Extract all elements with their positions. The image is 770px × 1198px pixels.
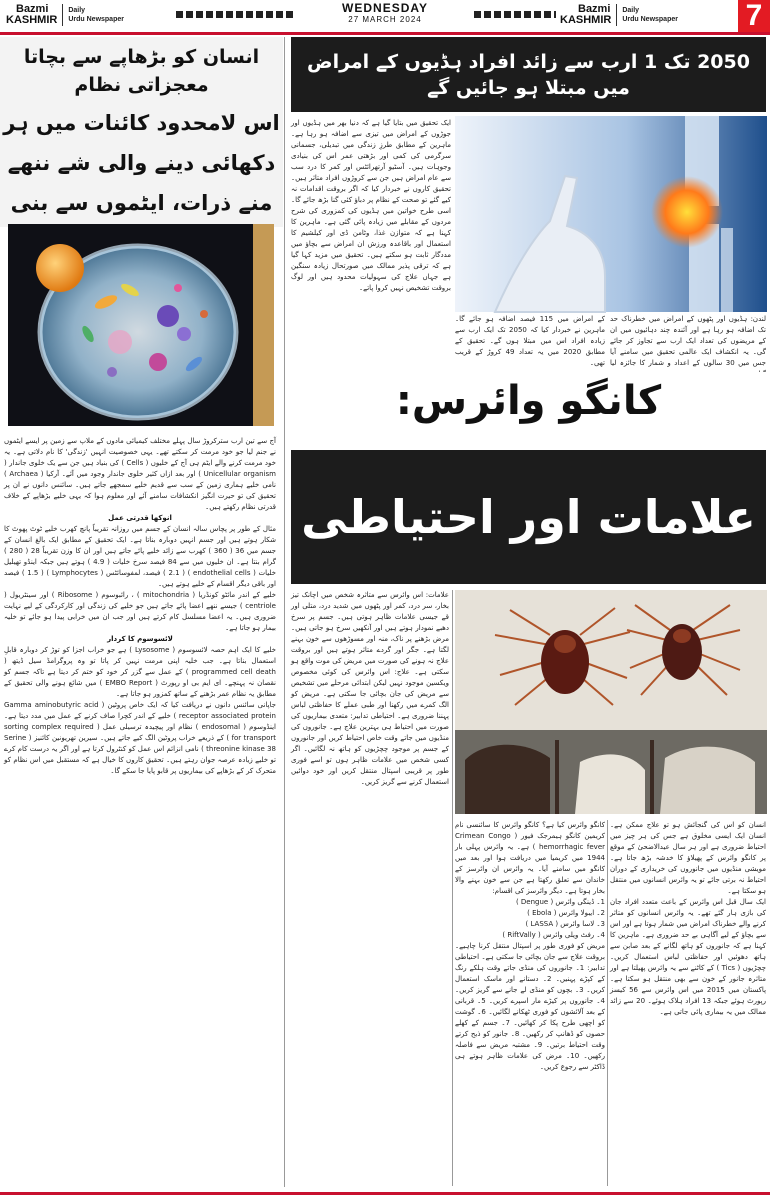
left-article-para4: خلیے کا ایک اہم حصہ لائسوسوم ( Lysosome ) ہے جو خراب اجزا کو توڑ کر دوبارہ قابلِ استعمال بناتا ہے۔ جب خلیہ اپنی مرمت نہیں کر پاتا تو وہ پروگرامڈ سیل ڈیتھ ( programmed cell death ) کے عمل سے گزر کر خود کو ختم کر دیتا ہے تاکہ جسم کو نقصان نہ پہنچے۔ ای ایم بی او رپورٹ ( EMBO Report ) میں شائع ہونے والی تحقیق کے مطابق یہ نظام عمر بڑھنے کے ساتھ کمزور ہو جاتا ہے۔: [4, 646, 277, 698]
paper-name-line2: KASHMIR: [6, 14, 58, 26]
footer-rule: [0, 1192, 770, 1195]
tag-line1: Daily: [68, 7, 86, 14]
virus-list-item-2: 2۔ ایبولا وائرس ( Ebola ): [527, 909, 605, 917]
bone-article-headline-bar: [291, 37, 766, 112]
left-article-para5: جاپانی سائنس دانوں نے دریافت کیا کہ ایک خاص پروٹین ( Gamma aminobutyric acid receptor associated protein ) خلیے کے اندر کچرا صاف کرنے کے عمل میں مدد دیتا ہے۔ اینڈوسوم ( endosomal ) نظام اور پیچیدہ ترسیلی عمل ( sorting complex required for transport ) کے ذریعے خراب پروٹین الگ کیے جاتے ہیں۔ سیرین تھریونین کائنیز ( Serine threonine kinase 38 ) نامی انزائم اس عمل کو کنٹرول کرتا ہے اور اگر یہ درست کام کرے تو خلیے زیادہ عرصہ جوان رہتے ہیں۔ تحقیق کاروں کا خیال ہے کہ مستقبل میں اس نظام کو متحرک کر کے بڑھاپے کی بیماریوں پر قابو پایا جا سکے گا۔: [4, 701, 277, 775]
left-article-para2: مثال کے طور پر پچاس سالہ انسان کے جسم میں روزانہ تقریباً پانچ کھرب خلیے ٹوٹ پھوٹ کا شکار ہوتے ہیں اور جسم انہیں دوبارہ بناتا ہے۔ ایک تحقیق کے مطابق ایک بالغ انسان کے جسم میں 36 ( 360 ) کھرب سے زائد خلیے پائے جاتے ہیں اور ان کا وزن تقریباً 28 ( 280 ) گرام بنتا ہے۔ ان خلیوں میں سے 84 فیصد سرخ خلیات ( 4.9 ) ہوتے ہیں جبکہ اینڈو تھیلیل خلیات ( endothelial cells ) ( 2.1 ) فیصد، لمفوسائٹس ( Lymphocytes ) ( 1.5 ) فیصد اور باقی دیگر اقسام کے خلیے ہوتے ہیں۔: [4, 525, 277, 588]
left-article-subhead1: انوکھا قدرتی عمل: [108, 514, 172, 522]
header-rule: [0, 32, 770, 35]
cell-illustration-svg: [8, 224, 274, 426]
knee-xray-image: [455, 116, 767, 312]
bone-article-col-c: کے امراض میں 115 فیصد اضافہ ہو جائے گا۔ ماہرین نے خبردار کیا کہ 2050 تک ایک ارب سے زیادہ افراد اس میں مبتلا ہوں گے۔ تحقیق کے مطابق 2020 میں یہ تعداد 49 کروڑ کے قریب تھی۔: [455, 315, 606, 367]
virus-list-item-1: 1۔ ڈینگی وائرس ( Dengue ): [515, 898, 605, 906]
virus-list-item-4: 4۔ رفٹ ویلی وائرس ( RiftVally ): [502, 931, 605, 939]
left-article-subtitle-1: اس لامحدود کائنات میں ہر: [3, 111, 280, 135]
masthead-left: [6, 0, 124, 30]
column-rule-mid: [452, 590, 453, 1186]
column-rule-right: [607, 820, 608, 1186]
congo-col-mid-more: مریض کو فوری طور پر اسپتال منتقل کرنا چاہیے۔ بروقت علاج سے جان بچائی جا سکتی ہے۔ احتیاطی تدابیر: 1۔ جانوروں کی منڈی جاتے وقت ہلکے رنگ کے کپڑے پہنیں۔ 2۔ دستانے اور ماسک استعمال کریں۔ 3۔ بچوں کو منڈی لے جانے سے گریز کریں۔ 4۔ جانوروں پر کیڑے مار اسپرے کریں۔ 5۔ قربانی کے بعد آلائشوں کو فوری ٹھکانے لگائیں۔ 6۔ گوشت کو اچھی طرح پکا کر کھائیں۔ 7۔ جسم کے کھلے حصوں کو ڈھانپ کر رکھیں۔ 8۔ جانور کو ذبح کرتے وقت احتیاط برتیں۔ 9۔ مشتبہ مریض سے فاصلہ رکھیں۔ 10۔ مرض کی علامات ظاہر ہوتے ہی ڈاکٹر سے رجوع کریں۔: [455, 942, 606, 1071]
tag-line1-right: Daily: [622, 7, 640, 14]
page-number-badge: 7: [738, 0, 770, 32]
paper-name-line1-right: Bazmi: [578, 3, 611, 15]
left-article-subhead2: لائسوسوم کا کردار: [107, 635, 173, 643]
cell-illustration-image: [8, 224, 274, 426]
paper-name-line1: Bazmi: [16, 3, 49, 15]
bone-article-headline: 2050 تک 1 ارب سے زائد افراد ہڈیوں کے امراض میں مبتلا ہو جائیں گے: [307, 51, 750, 99]
left-article-header: [0, 37, 283, 227]
left-article-title: انسان کو بڑھاپے سے بچاتا معجزاتی نظام: [23, 46, 260, 96]
congo-col-right: [610, 820, 766, 1186]
left-article-body: [4, 436, 276, 1186]
header-dash-left: [176, 11, 296, 18]
left-article-subtitle-3: منے ذرات، ایٹموں سے بنی: [10, 191, 273, 215]
tag-line2-right: Urdu Newspaper: [622, 16, 678, 23]
ticks-cattle-svg: [455, 590, 767, 814]
congo-col-right-2: ایک سال قبل اس وائرس کے باعث متعدد افراد جان کی بازی ہار گئے تھے۔ یہ وائرس انسانوں کو متاثر کرنے والے خطرناک امراض میں شمار ہوتا ہے اور اس سے بچاؤ کے لیے آگاہی بے حد ضروری ہے۔ ماہرین کا کہنا ہے کہ جانوروں کو ہاتھ لگانے کے بعد صابن سے ہاتھ دھوئیں اور حفاظتی لباس استعمال کریں۔ چچڑیوں ( Tics ) کے کاٹنے سے یہ وائرس پھیلتا ہے اور متاثرہ جانور کے خون سے بھی منتقل ہو سکتا ہے۔ پاکستان میں 2015 میں اس وائرس سے 56 کیسز رپورٹ ہوئے جبکہ 13 افراد ہلاک ہوئے۔ 20 سے زائد ممالک میں یہ بیماری پائی جاتی ہے۔: [610, 898, 767, 1016]
congo-headline-top: [291, 372, 766, 430]
issue-date: 27 MARCH 2024: [348, 15, 422, 24]
paper-name-line2-right: KASHMIR: [560, 14, 612, 26]
left-article-para1: آج سے تین ارب سترکروڑ سال پہلے مختلف کیمیائی مادوں کے ملاپ سے زمین پر ایسے ایٹموں نے جنم لیا جو خود مرمت کر سکتے تھے۔ یہی خصوصیت انہیں 'زندگی' کا نام دلاتی ہے۔ یہ خود مرمت کرنے والے ایٹم ہی آج کے خلیوں ( Cells ) کی بنیاد ہیں جن سے یک خلوی جاندار ( Unicellular organism ) اور بعد ازاں کثیر خلوی جاندار وجود میں آئے۔ آرکیا ( Archaea ) نامی خلیے ہماری زمین کے سب سے قدیم خلیے سمجھے جاتے ہیں۔ سائنس دانوں نے ان پر تحقیق کی تو حیرت انگیز انکشافات سامنے آئے اور معلوم ہوا کہ یہی خلیے بڑھاپے کے خلاف قدرتی نظام رکھتے ہیں۔: [4, 437, 276, 511]
congo-col-left: علامات: اس وائرس سے متاثرہ شخص میں اچانک تیز بخار، سر درد، کمر اور پٹھوں میں شدید درد، متلی اور قے جیسی علامات ظاہر ہوتی ہیں۔ جسم پر سرخ دھبے نمودار ہوتے ہیں اور آنکھیں سرخ ہو جاتی ہیں۔ مرض بڑھنے پر ناک، منہ اور مسوڑھوں سے خون بہنے لگتا ہے۔ جگر اور گردے متاثر ہوتے ہیں اور بروقت علاج نہ ہونے کی صورت میں مریض کی موت واقع ہو سکتی ہے۔ علاج: اس وائرس کی کوئی مخصوص ویکسین موجود نہیں لیکن ابتدائی مرحلے میں تشخیص سے مریض کی جان بچائی جا سکتی ہے۔ مریض کو الگ کمرے میں رکھنا اور طبی عملے کا حفاظتی لباس پہننا ضروری ہے۔ احتیاطی تدابیر: متعدی بیماریوں کی صورت میں احتیاط ہی بہترین علاج ہے۔ جانوروں کی منڈیوں میں جاتے وقت خاص احتیاط کریں اور جانوروں کے جسم پر موجود چچڑیوں کو ہاتھ نہ لگائیں۔ اگر کسی شخص میں علامات ظاہر ہوں تو اسے فوری طور پر قریبی اسپتال منتقل کریں اور خود دوائیں استعمال کرنے سے گریز کریں۔: [291, 591, 449, 786]
congo-col-mid: [455, 820, 605, 1186]
bone-article-col-a: ایک تحقیق میں بتایا گیا ہے کہ دنیا بھر میں ہڈیوں اور جوڑوں کے امراض میں تیزی سے اضافہ ہو رہا ہے۔ ماہرین کے مطابق طرزِ زندگی میں تبدیلی، جسمانی سرگرمی کی کمی اور بڑھتی عمر اس کی بنیادی وجوہات ہیں۔ آسٹیو آرتھرائٹس اور کمر کا درد سب سے عام امراض ہیں جن سے کروڑوں افراد متاثر ہیں۔ تحقیق کاروں نے خبردار کیا کہ اگر بروقت اقدامات نہ کیے گئے تو صحت کے نظام پر دباؤ کئی گنا بڑھ جائے گا۔ اسی طرح خواتین میں ہڈیوں کی کمزوری کی شرح مردوں کے مقابلے میں زیادہ پائی گئی ہے۔ ماہرین کا کہنا ہے کہ متوازن غذا، وٹامن ڈی اور کیلشیم کا استعمال اور باقاعدہ ورزش ان امراض سے بچاؤ میں مددگار ثابت ہو سکتے ہیں۔ تحقیق میں مزید کہا گیا ہے کہ ترقی پذیر ممالک میں صورتحال زیادہ سنگین ہے جہاں علاج کی سہولیات محدود ہیں اور لوگ بروقت تشخیص نہیں کروا پاتے۔: [291, 119, 451, 292]
header-dash-right: [474, 11, 556, 18]
left-article-para3: خلیے کے اندر مائٹو کونڈریا ( mitochondria ) ، رائبوسوم ( Ribosome ) اور سینٹریول ( centriole ) جیسے ننھے اعضا پائے جاتے ہیں جو خلیے کی زندگی اور کارکردگی کے لیے نہایت ضروری ہیں۔ یہ اعضا مسلسل کام کرتے ہیں اور جب ان میں خرابی پیدا ہو جائے تو خلیہ بیمار ہو جاتا ہے۔: [4, 591, 276, 632]
tag-line2: Urdu Newspaper: [68, 16, 124, 23]
congo-col-mid-intro: کانگو وائرس کیا ہے؟ کانگو وائرس کا سائنسی نام کریمین کانگو ہیمرجک فیور ( Crimean Congo hemorrhagic fever ) ہے۔ یہ وائرس پہلی بار 1944 میں کریمیا میں دریافت ہوا اور بعد میں کانگو میں سامنے آیا۔ یہ وائرس ان وائرسز کے خاندان سے تعلق رکھتا ہے جن سے خون بہنے والا بخار ہوتا ہے۔ دیگر وائرسز کی اقسام:: [455, 821, 606, 895]
bone-article-col-b: لندن: ہڈیوں اور پٹھوں کے امراض میں خطرناک حد تک اضافہ ہو رہا ہے اور آئندہ چند دہائیوں میں ان کے مریضوں کی تعداد ایک ارب سے تجاوز کر جائے گی۔ یہ انکشاف ایک عالمی تحقیق میں سامنے آیا جس میں 30 سالوں کے اعداد و شمار کا جائزہ لیا: [610, 315, 766, 367]
knee-xray-svg: [455, 116, 767, 312]
left-article-subtitle-2: دکھائی دینے والی شے ننھے: [7, 151, 276, 175]
date-box: [300, 1, 470, 24]
column-rule-left: [284, 37, 285, 1187]
virus-list-item-3: 3۔ لاسا وائرس ( LASSA ): [525, 920, 605, 928]
congo-headline-bar: [291, 450, 766, 584]
masthead-right: [560, 0, 678, 30]
congo-col-right-1: انسان کو اس کی گنجائش ہو تو علاج ممکن ہے۔ انسان ایک ایسی مخلوق ہے جس کی ہر چیز میں احتیاط ضروری ہے اور ہر سال عیدالاضحیٰ کے موقع پر کانگو وائرس کے پھیلاؤ کا خدشہ بڑھ جاتا ہے۔ مویشی منڈیوں میں جانوروں کی خریداری کے دوران احتیاط نہ برتی جائے تو یہ وائرس انسانوں میں منتقل ہو سکتا ہے۔: [610, 821, 766, 895]
issue-day: WEDNESDAY: [342, 1, 428, 15]
congo-headline-1: کانگو وائرس:: [395, 378, 662, 424]
ticks-cattle-image: [455, 590, 767, 814]
congo-headline-2: علامات اور احتیاطی: [301, 490, 756, 544]
